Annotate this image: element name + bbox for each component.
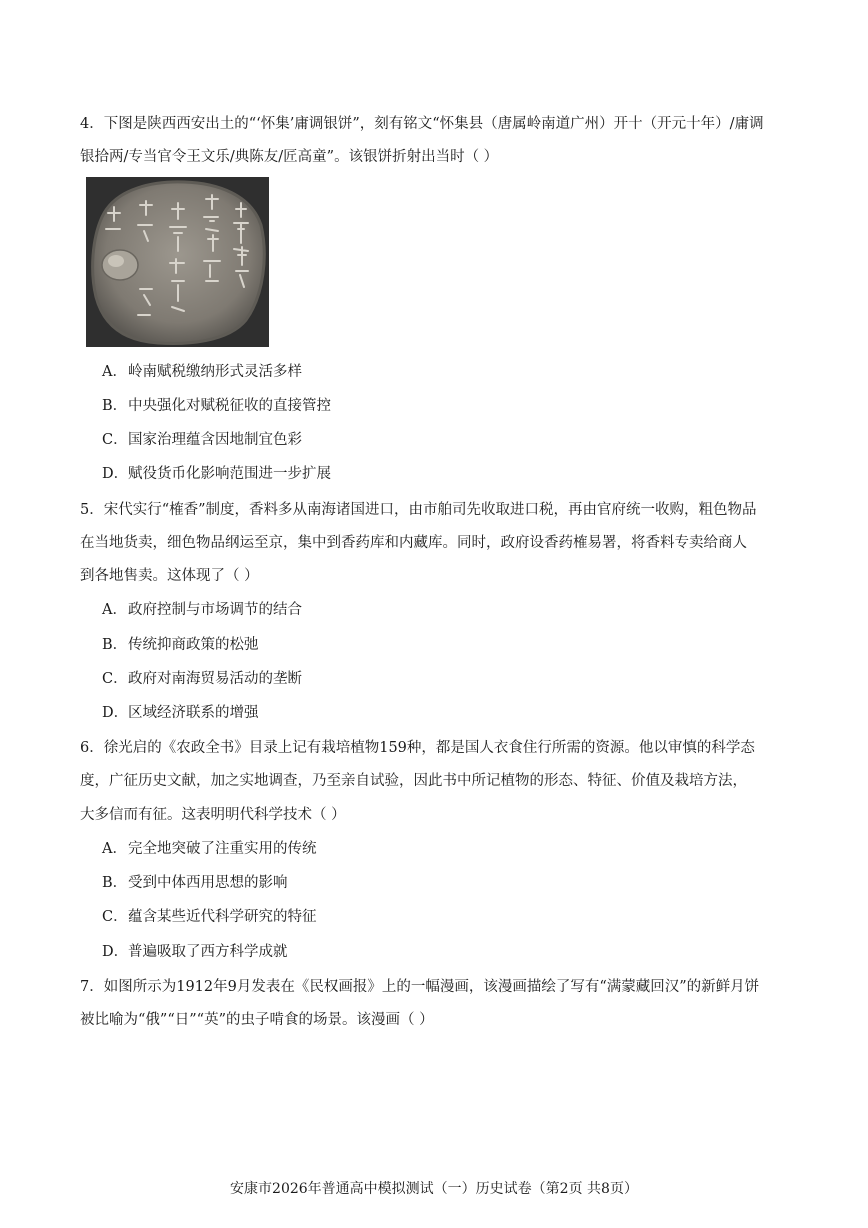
- q6-option-b[interactable]: [102, 873, 288, 893]
- q7-stem-line-1: 7．如图所示为1912年9月发表在《民权画报》上的一幅漫画，该漫画描绘了写有“满蒙藏回汉”的新鲜月饼: [80, 979, 760, 995]
- silver-cake-photo-icon: [86, 177, 269, 347]
- option-letter: B．: [102, 875, 128, 891]
- option-letter: A．: [102, 602, 127, 618]
- option-text: 普遍吸取了西方科学成就: [128, 944, 288, 960]
- option-letter: C．: [102, 432, 128, 448]
- option-letter: C．: [102, 671, 128, 687]
- option-letter: B．: [102, 637, 128, 653]
- q6-stem-line-3: 大多信而有征。这表明明代科学技术（ ）: [80, 807, 346, 823]
- q4-stem-line-1: 4．下图是陕西西安出土的“‘怀集’庸调银饼”，刻有铭文“怀集县（唐属岭南道广州）开十（开元十年）/庸调: [80, 116, 764, 132]
- q5-stem-line-1: 5．宋代实行“榷香”制度，香料多从南海诸国进口，由市舶司先收取进口税，再由官府统一收购，粗色物品: [80, 502, 757, 518]
- q6-option-d[interactable]: [102, 942, 288, 962]
- option-text: 蕴含某些近代科学研究的特征: [128, 909, 317, 925]
- q5-option-c[interactable]: [102, 669, 302, 689]
- q7-stem-line-2: 被比喻为“俄”“日”“英”的虫子啃食的场景。该漫画（ ）: [80, 1012, 434, 1028]
- q4-option-a[interactable]: [102, 362, 302, 382]
- option-text: 区域经济联系的增强: [128, 705, 259, 721]
- option-letter: A．: [102, 364, 127, 380]
- q5-option-d[interactable]: [102, 703, 259, 723]
- option-text: 赋役货币化影响范围进一步扩展: [128, 466, 331, 482]
- q6-option-a[interactable]: [102, 839, 317, 859]
- option-text: 受到中体西用思想的影响: [128, 875, 288, 891]
- option-text: 传统抑商政策的松弛: [128, 637, 259, 653]
- option-letter: D．: [102, 466, 129, 482]
- option-text: 国家治理蕴含因地制宜色彩: [128, 432, 302, 448]
- q5-option-b[interactable]: [102, 635, 259, 655]
- q5-stem-line-3: 到各地售卖。这体现了（ ）: [80, 568, 259, 584]
- option-letter: D．: [102, 705, 129, 721]
- q6-stem-line-2: 度，广征历史文献，加之实地调查，乃至亲自试验，因此书中所记植物的形态、特征、价值及栽培方法，: [80, 773, 747, 789]
- q4-option-b[interactable]: [102, 396, 331, 416]
- option-letter: B．: [102, 398, 128, 414]
- option-text: 完全地突破了注重实用的传统: [128, 841, 317, 857]
- option-text: 岭南赋税缴纳形式灵活多样: [128, 364, 302, 380]
- option-letter: A．: [102, 841, 127, 857]
- option-letter: C．: [102, 909, 128, 925]
- option-text: 政府对南海贸易活动的垄断: [128, 671, 302, 687]
- q5-option-a[interactable]: [102, 600, 302, 620]
- q5-stem-line-2: 在当地货卖，细色物品纲运至京，集中到香药库和内藏库。同时，政府设香药榷易署，将香料专卖给商人: [80, 535, 747, 551]
- option-text: 政府控制与市场调节的结合: [128, 602, 302, 618]
- page-footer: 安康市2026年普通高中模拟测试（一）历史试卷（第2页 共8页）: [230, 1181, 638, 1197]
- option-text: 中央强化对赋税征收的直接管控: [128, 398, 331, 414]
- q6-option-c[interactable]: [102, 907, 317, 927]
- q6-stem-line-1: 6．徐光启的《农政全书》目录上记有栽培植物159种，都是国人衣食住行所需的资源。他以审慎的科学态: [80, 740, 755, 756]
- option-letter: D．: [102, 944, 129, 960]
- q4-option-d[interactable]: [102, 464, 331, 484]
- q4-stem-line-2: 银拾两/专当官令王文乐/典陈友/匠高童”。该银饼折射出当时（ ）: [80, 149, 499, 165]
- q4-option-c[interactable]: [102, 430, 302, 450]
